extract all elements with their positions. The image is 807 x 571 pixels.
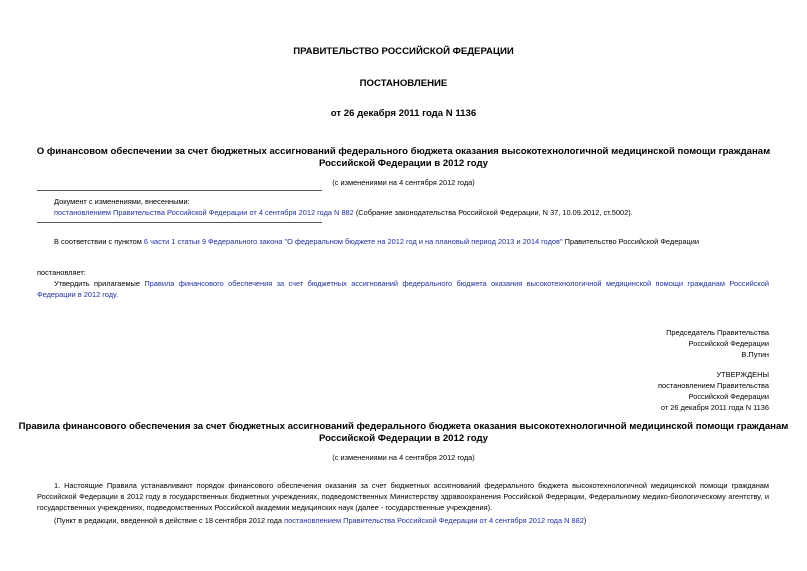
changes-line bbox=[54, 207, 633, 218]
resolve-end: . bbox=[115, 290, 119, 299]
paragraph-1-note bbox=[54, 515, 586, 526]
resolve-word: постановляет: bbox=[37, 268, 86, 277]
approved-country: Российской Федерации bbox=[688, 392, 769, 401]
approved-label: УТВЕРЖДЕНЫ bbox=[716, 370, 769, 379]
government-heading: ПРАВИТЕЛЬСТВО РОССИЙСКОЙ ФЕДЕРАЦИИ bbox=[293, 46, 514, 57]
signature-country: Российской Федерации bbox=[688, 339, 769, 348]
preamble-text-1: В соответствии с пунктом bbox=[54, 237, 144, 246]
preamble-link-point[interactable]: 6 bbox=[143, 237, 149, 246]
title-amended-note: (с изменениями на 4 сентября 2012 года) bbox=[332, 178, 475, 187]
note-link[interactable]: постановлением Правительства Российской Федерации от 4 сентября 2012 года N 882 bbox=[284, 516, 584, 525]
rules-title-line2: Российской Федерации в 2012 году bbox=[318, 433, 488, 444]
note-text: (Пункт в редакции, введенной в действие с 18 сентября 2012 года bbox=[54, 516, 285, 525]
resolve-paragraph bbox=[37, 278, 769, 300]
signature-position: Председатель Правительства bbox=[666, 328, 769, 337]
approved-block bbox=[658, 369, 769, 413]
rules-title bbox=[0, 421, 807, 445]
document-title-line1: О финансовом обеспечении за счет бюджетных ассигнований федерального бюджета оказания высокотехнологичной медицинской помощи гражданам bbox=[36, 146, 771, 157]
approved-by: постановлением Правительства bbox=[658, 381, 769, 390]
preamble-link-law[interactable]: части 1 статьи 9 Федерального закона "О федеральном бюджете на 2012 год и на плановый период 2013 и 2014 годов" bbox=[150, 237, 563, 246]
preamble-text-3: Правительство Российской Федерации bbox=[562, 237, 700, 246]
signature-block bbox=[666, 327, 769, 360]
document-type: ПОСТАНОВЛЕНИЕ bbox=[359, 78, 448, 89]
divider-bottom bbox=[37, 222, 322, 223]
rules-amended-note: (с изменениями на 4 сентября 2012 года) bbox=[332, 453, 475, 462]
signature-name: В.Путин bbox=[741, 350, 769, 359]
approved-date: от 26 декабря 2011 года N 1136 bbox=[660, 403, 769, 412]
changes-intro: Документ с изменениями, внесенными: bbox=[54, 197, 190, 206]
document-title-line2: Российской Федерации в 2012 году bbox=[318, 158, 488, 169]
divider-top bbox=[37, 190, 322, 191]
document-title bbox=[0, 146, 807, 170]
resolve-text: Утвердить прилагаемые bbox=[54, 279, 145, 288]
rules-title-line1: Правила финансового обеспечения за счет бюджетных ассигнований федерального бюджета оказания высокотехнологичной медицинской помощи гражданам bbox=[18, 421, 789, 432]
paragraph-1: 1. Настоящие Правила устанавливают порядок финансового обеспечения оказания за счет бюджетных ассигнований федерального бюджета высокотехнологичной медицинской помощи гражданам Российской Федерации в 2012 году в государственных бюджетных учреждениях, подведомственных Министерству здравоохранения Российской Федерации, Федеральному медико-биологическому агентству, и государственных учреждениях, подведомственных Российской академии медицинских наук (далее - государственные учреждения). bbox=[37, 481, 769, 512]
note-end: ) bbox=[583, 516, 587, 525]
rules-link[interactable]: Правила финансового обеспечения за счет бюджетных ассигнований федерального бюджета оказания высокотехнологичной медицинской помощи гражданам Российской Федерации в 2012 году bbox=[37, 279, 769, 299]
preamble bbox=[54, 236, 699, 247]
document-date-number: от 26 декабря 2011 года N 1136 bbox=[330, 108, 477, 119]
changes-link[interactable]: постановлением Правительства Российской Федерации от 4 сентября 2012 года N 882 bbox=[54, 208, 354, 217]
changes-source: (Собрание законодательства Российской Федерации, N 37, 10.09.2012, ст.5002). bbox=[353, 208, 633, 217]
